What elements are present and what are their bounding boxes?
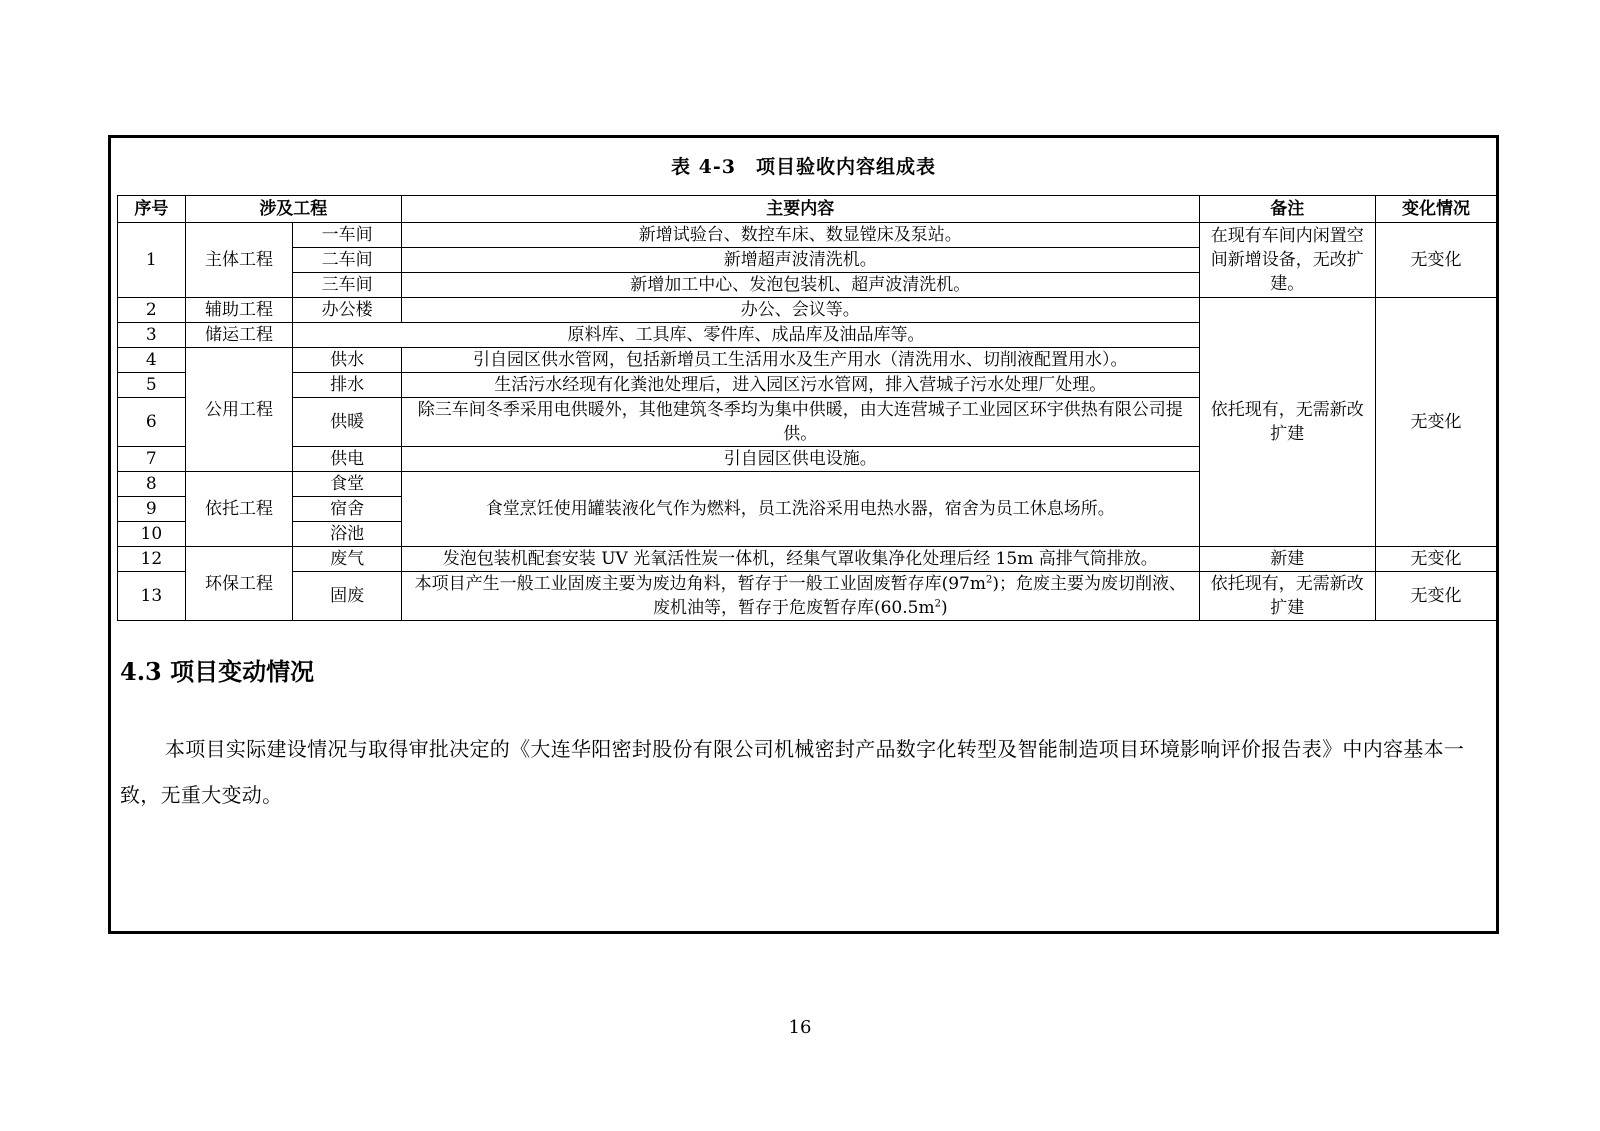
body-paragraph: 本项目实际建设情况与取得审批决定的《大连华阳密封股份有限公司机械密封产品数字化转型及智能制造项目环境影响评价报告表》中内容基本一致，无重大变动。: [120, 737, 1465, 807]
category-cell: 主体工程: [185, 223, 293, 298]
header-change: 变化情况: [1375, 196, 1496, 223]
row-no: 1: [118, 223, 186, 298]
content-cell: 新增超声波清洗机。: [401, 248, 1199, 273]
header-content: 主要内容: [401, 196, 1199, 223]
table-header-row: [118, 196, 1497, 223]
row-no: 12: [118, 547, 186, 572]
category-cell: 储运工程: [185, 323, 293, 348]
content-cell: 食堂烹饪使用罐装液化气作为燃料，员工洗浴采用电热水器，宿舍为员工休息场所。: [401, 472, 1199, 547]
sub-item-cell: 供暖: [293, 398, 402, 447]
note-cell: 依托现有，无需新改扩建: [1199, 298, 1375, 547]
content-cell: [401, 572, 1199, 621]
table-row: [118, 298, 1497, 323]
row-no: 5: [118, 373, 186, 398]
sub-item-cell: 食堂: [293, 472, 402, 497]
row-no: 7: [118, 447, 186, 472]
sub-item-cell: 废气: [293, 547, 402, 572]
section-heading: 4.3 项目变动情况: [120, 657, 315, 686]
sub-item-cell: 三车间: [293, 273, 402, 298]
superscript: 2: [985, 574, 993, 586]
sub-item-cell: 一车间: [293, 223, 402, 248]
table-title: 表 4-3 项目验收内容组成表: [671, 155, 936, 178]
note-cell: 在现有车间内闲置空间新增设备，无改扩建。: [1199, 223, 1375, 298]
content-cell: 新增试验台、数控车床、数显镗床及泵站。: [401, 223, 1199, 248]
content-cell: 引自园区供水管网，包括新增员工生活用水及生产用水（清洗用水、切削液配置用水）。: [401, 348, 1199, 373]
content-cell: 原料库、工具库、零件库、成品库及油品库等。: [293, 323, 1199, 348]
project-acceptance-table: [117, 195, 1497, 621]
change-cell: 无变化: [1375, 572, 1496, 621]
row-no: 13: [118, 572, 186, 621]
sub-item-cell: 办公楼: [293, 298, 402, 323]
content-text: 本项目产生一般工业固废主要为废边角料，暂存于一般工业固废暂存库(97m: [414, 574, 986, 594]
content-text: )；危废主要为废切削液、废机油等，暂存于危废暂存库(60.5m: [652, 574, 1186, 618]
row-no: 6: [118, 398, 186, 447]
note-cell: 新建: [1199, 547, 1375, 572]
content-cell: 新增加工中心、发泡包装机、超声波清洗机。: [401, 273, 1199, 298]
table-row: [118, 547, 1497, 572]
change-cell: 无变化: [1375, 298, 1496, 547]
sub-item-cell: 排水: [293, 373, 402, 398]
row-no: 9: [118, 497, 186, 522]
row-no: 10: [118, 522, 186, 547]
header-no: 序号: [118, 196, 186, 223]
row-no: 3: [118, 323, 186, 348]
row-no: 8: [118, 472, 186, 497]
row-no: 2: [118, 298, 186, 323]
table-row: [118, 223, 1497, 248]
sub-item-cell: 固废: [293, 572, 402, 621]
page-number: 16: [788, 1017, 812, 1038]
table-row: [118, 572, 1497, 621]
content-text: ): [940, 598, 948, 618]
content-cell: 引自园区供电设施。: [401, 447, 1199, 472]
header-note: 备注: [1199, 196, 1375, 223]
sub-item-cell: 浴池: [293, 522, 402, 547]
sub-item-cell: 宿舍: [293, 497, 402, 522]
category-cell: 公用工程: [185, 348, 293, 472]
sub-item-cell: 二车间: [293, 248, 402, 273]
change-cell: 无变化: [1375, 223, 1496, 298]
note-cell: 依托现有，无需新改扩建: [1199, 572, 1375, 621]
category-cell: 依托工程: [185, 472, 293, 547]
header-project: 涉及工程: [185, 196, 401, 223]
content-cell: 办公、会议等。: [401, 298, 1199, 323]
sub-item-cell: 供电: [293, 447, 402, 472]
sub-item-cell: 供水: [293, 348, 402, 373]
content-cell: 生活污水经现有化粪池处理后，进入园区污水管网，排入营城子污水处理厂处理。: [401, 373, 1199, 398]
row-no: 4: [118, 348, 186, 373]
change-cell: 无变化: [1375, 547, 1496, 572]
content-cell: 发泡包装机配套安装 UV 光氧活性炭一体机，经集气罩收集净化处理后经 15m 高排气筒排放。: [401, 547, 1199, 572]
category-cell: 环保工程: [185, 547, 293, 621]
category-cell: 辅助工程: [185, 298, 293, 323]
superscript: 2: [934, 598, 941, 610]
content-cell: 除三车间冬季采用电供暖外，其他建筑冬季均为集中供暖，由大连营城子工业园区环宇供热有限公司提供。: [401, 398, 1199, 447]
